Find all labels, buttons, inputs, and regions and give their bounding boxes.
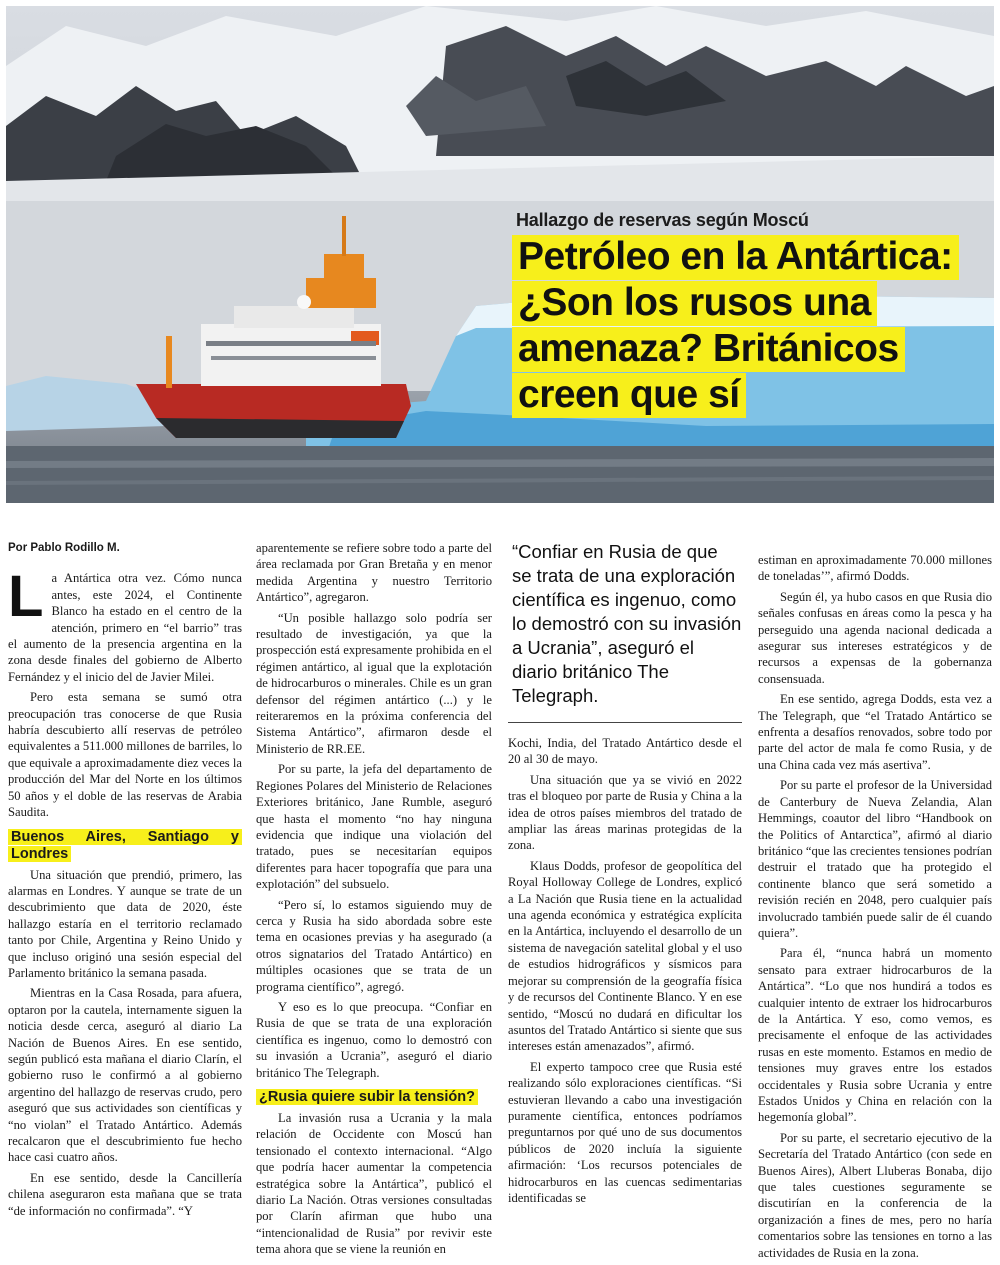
paragraph: aparentemente se refiere sobre todo a parte del área reclamada por Gran Bretaña y en menor medida Argentina y nuestro Territorio Antártico”, agregaron. bbox=[256, 541, 492, 605]
article-kicker: Hallazgo de reservas según Moscú bbox=[516, 210, 809, 230]
paragraph: Según él, ya hubo casos en que Rusia dio señales confusas en áreas como la pesca y ha perseguido una agenda nacional dedicada a asegurar sus intereses estratégicos y de recursos a expensas de la gobernanza consensuada. bbox=[758, 589, 992, 686]
byline: Por Pablo Rodillo M. bbox=[8, 542, 120, 554]
column-3 bbox=[508, 540, 742, 1210]
subheading: ¿Rusia quiere subir la tensión? bbox=[256, 1089, 492, 1106]
column-1 bbox=[8, 540, 242, 1223]
paragraph: Por su parte, la jefa del departamento de Regiones Polares del Ministerio de Relaciones Exteriores británico, Jane Rumble, aseguró que hasta el momento “no hay ninguna evidencia que indique una violación del tratado, pues se necesitarían equipos diferentes para hacer topografía que para una explotación” del subsuelo. bbox=[256, 762, 492, 892]
paragraph: Por su parte, el secretario ejecutivo de la Secretaría del Tratado Antártico (con sede en Buenos Aires), Albert Lluberas Bonaba, dijo que tales cuestiones seguramente se discutirían en la conferencia de la organización a fines de mes, pero no haría comentarios sobre las tensiones en torno a las actividades de Rusia en la zona. bbox=[758, 1130, 992, 1260]
paragraph: Pero esta semana se sumó otra preocupación tras conocerse de que Rusia habría descubierto allí reservas de petróleo equivalentes a 511.000 millones de barriles, lo que equivale a aproximadamente diez veces la producción del Mar del Norte en los últimos 50 años y el doble de las reservas de Arabia Saudita. bbox=[8, 690, 242, 820]
drop-cap: L bbox=[8, 564, 44, 630]
paragraph: Kochi, India, del Tratado Antártico desde el 20 al 30 de mayo. bbox=[508, 736, 742, 767]
paragraph: Una situación que ya se vivió en 2022 tras el bloqueo por parte de Rusia y China a la idea de otros países miembros del tratado de ampliar las áreas marinas protegidas de la zona. bbox=[508, 772, 742, 853]
hero-image bbox=[6, 6, 994, 503]
paragraph: Y eso es lo que preocupa. “Confiar en Rusia de que se trata de una exploración científica es ingenuo, como lo demostró con su invasión a Ucrania”, aseguró el diario británico The Telegraph. bbox=[256, 999, 492, 1080]
paragraph: Para él, “nunca habrá un momento sensato para extraer hidrocarburos de la Antártica”. “Lo que nos hundirá a todos es cualquier intento de extraer los hidrocarburos de la Antártica. Y eso, como vemos, es precisamente el enfoque de las actividades rusas en este momento. Estamos en medio de tensiones muy graves entre los estados occidentales y Rusia sobre Ucrania y entre Estados Unidos y China en relación con la hegemonía global”. bbox=[758, 946, 992, 1125]
pull-quote: “Confiar en Rusia de que se trata de una exploración científica es ingenuo, como lo demostró con su invasión a Ucrania”, aseguró el diario británico The Telegraph. bbox=[508, 540, 742, 723]
paragraph: La Antártica otra vez. Cómo nunca antes, este 2024, el Continente Blanco ha estado en el centro de la atención, primero en “el barrio” tras el aumento de la presencia argentina en la zona desde finales del gobierno de Alberto Fernández y el inicio del de Javier Milei. bbox=[8, 564, 242, 684]
paragraph: Mientras en la Casa Rosada, para afuera, optaron por la cautela, internamente siguen la noticia desde cerca, aseguró al diario La Nación de Buenos Aires. En ese sentido, según publicó esta mañana el diario Clarín, el gobierno ruso le confirmó a al gobierno argentino del hallazgo de reservas crudo, pero aseguró que sus actividades son científicas y “no violan” el Tratado Antártico. Además recalcaron que el descubrimiento fue hecho hace casi cuatro años. bbox=[8, 986, 242, 1165]
paragraph: La invasión rusa a Ucrania y la mala relación de Occidente con Moscú han tensionado el contexto internacional. “Algo que podría hacer aumentar la competencia estratégica sobre la Antártica”, publicó el diario La Nación. Otras versiones consultadas por Clarín afirman que hubo una “intencionalidad de Rusia” por revivir este tema ahora que se viene la reunión en bbox=[256, 1111, 492, 1257]
paragraph: En ese sentido, agrega Dodds, esta vez a The Telegraph, que “el Tratado Antártico se enfrenta a desafíos renovados, sobre todo por parte del actor de mala fe como Rusia, y de una China cada vez más asertiva”. bbox=[758, 692, 992, 772]
paragraph: “Pero sí, lo estamos siguiendo muy de cerca y Rusia ha sido abordada sobre este tema en ocasiones previas y ha asegurado (a otros signatarios del Tratado Antártico) en múltiples ocasiones que se trata de un programa científico”, agregó. bbox=[256, 897, 492, 994]
column-4 bbox=[758, 552, 992, 1265]
paragraph: “Un posible hallazgo solo podría ser resultado de investigación, ya que la prospección está expresamente prohibida en el régimen antártico, al igual que la explotación de hidrocarburos o minerales. Chile es un gran defensor del régimen antártico (...) y le reiteraremos en la próxima conferencia del Sistema Antártico”, afirmaron desde el Ministerio de RR.EE. bbox=[256, 610, 492, 756]
subheading: Buenos Aires, Santiago y Londres bbox=[8, 829, 242, 863]
column-2 bbox=[256, 540, 492, 1262]
paragraph: Klaus Dodds, profesor de geopolítica del Royal Holloway College de Londres, explicó a La Nación que Rusia tiene en la actualidad una agenda económica y estratégica explícita en la Antártica, incluyendo el desarrollo de un sistema de navegación satelital global y el uso de estudios hidrográficos y sísmicos para mejorar su comprensión de la geografía física y de recursos del Continente Blanco. Y en ese sentido, “Moscú no dudará en dificultar los asuntos del Tratado Antártico si siente que sus intereses están amenazados”, afirmó. bbox=[508, 858, 742, 1054]
paragraph: Por su parte el profesor de la Universidad de Canterbury de Nueva Zelandia, Alan Hemmings, coautor del libro “Handbook on the Politics of Antarctica”, afirmó al diario británico “que las crecientes tensiones podrían destruir el tratado que ha protegido el continente blanco que será sometido a revisión recién en 2048, pero cualquier país involucrado también puede salir de él cuando quiera”. bbox=[758, 778, 992, 940]
paragraph: En ese sentido, desde la Cancillería chilena aseguraron esta mañana que se trata “de información no confirmada”. “Y bbox=[8, 1170, 242, 1218]
headline-question: ¿Son los rusos una amenaza? Británicos creen que sí bbox=[512, 281, 905, 418]
article-headline bbox=[512, 234, 992, 418]
headline-bold-line: Petróleo en la Antártica: bbox=[512, 235, 959, 280]
paragraph: Una situación que prendió, primero, las alarmas en Londres. Y aunque se trate de un descubrimiento que data de 2020, éste hallazgo estaría en el territorio reclamado tanto por Chile, Argentina y Reino Unido y que incluso originó una sesión especial del Parlamento británico la semana pasada. bbox=[8, 867, 242, 980]
paragraph: estiman en aproximadamente 70.000 millones de toneladas’”, afirmó Dodds. bbox=[758, 553, 992, 584]
paragraph: El experto tampoco cree que Rusia esté realizando sólo exploraciones científicas. “Si estuvieran llevando a cabo una investigación puramente científica, entonces podríamos preguntarnos por qué uno de sus documentos públicos de 2020 incluía la siguiente afirmación: ‘Los recursos potenciales de hidrocarburos en las cuencas sedimentarias identificadas se bbox=[508, 1059, 742, 1205]
